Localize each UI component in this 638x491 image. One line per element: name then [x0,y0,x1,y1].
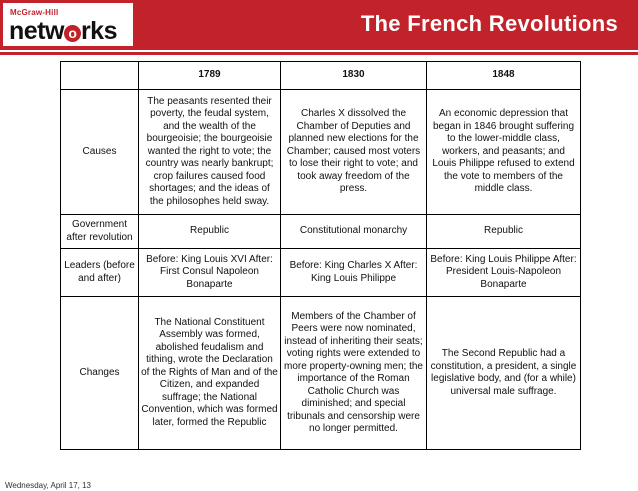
brand-wordmark-part2: rks [80,17,117,45]
table-row-leaders [61,249,581,297]
cell-government-1830: Constitutional monarchy [281,215,427,249]
row-label-leaders: Leaders (before and after) [61,249,139,297]
cell-causes-1848: An economic depression that began in 1846 brought suffering to the lower-middle class, workers, and peasants; and Louis Philippe refused to extend the vote to members of the middle class. [427,90,581,215]
cell-government-1848: Republic [427,215,581,249]
table-row-causes [61,90,581,215]
cell-leaders-1830: Before: King Charles X After: King Louis Philippe [281,249,427,297]
revolutions-table [60,61,581,450]
cell-leaders-1848: Before: King Louis Philippe After: President Louis-Napoleon Bonaparte [427,249,581,297]
cell-causes-1789: The peasants resented their poverty, the feudal system, and the wealth of the bourgeoisie; the bourgeoisie wanted the right to vote; the country was nearly bankrupt; crop failures caused food shortages; and the ideas of the philosophes held sway. [139,90,281,215]
row-label-government: Government after revolution [61,215,139,249]
column-header-1789: 1789 [139,62,281,90]
brand-logo [3,3,133,46]
footer-date: Wednesday, April 17, 13 [5,481,91,490]
column-header-1848: 1848 [427,62,581,90]
table-row-government [61,215,581,249]
cell-leaders-1789: Before: King Louis XVI After: First Consul Napoleon Bonaparte [139,249,281,297]
brand-publisher: McGraw-Hill [10,8,59,17]
row-label-changes: Changes [61,297,139,450]
column-header-1830: 1830 [281,62,427,90]
header-bar [0,0,638,50]
row-label-causes: Causes [61,90,139,215]
cell-causes-1830: Charles X dissolved the Chamber of Deputies and planned new elections for the Chamber; caused most voters to lose their right to vote; and took away freedom of the press. [281,90,427,215]
slide-title: The French Revolutions [360,11,618,36]
table-header-row [61,62,581,90]
header-divider [0,52,638,55]
cell-government-1789: Republic [139,215,281,249]
table-row-changes [61,297,581,450]
brand-o-icon: o [64,25,81,42]
brand-wordmark [9,17,117,45]
cell-changes-1848: The Second Republic had a constitution, a president, a single legislative body, and (for a while) universal male suffrage. [427,297,581,450]
column-header-blank [61,62,139,90]
brand-wordmark-part1: netw [9,17,64,45]
cell-changes-1830: Members of the Chamber of Peers were now nominated, instead of inheriting their seats; voting rights were extended to more property-owning men; the importance of the Roman Catholic Church was diminished; and special tribunals and censorship were no longer permitted. [281,297,427,450]
cell-changes-1789: The National Constituent Assembly was formed, abolished feudalism and tithing, wrote the Declaration of the Rights of Man and of the Citizen, and expanded suffrage; the National Convention, which was formed later, formed the Republic [139,297,281,450]
